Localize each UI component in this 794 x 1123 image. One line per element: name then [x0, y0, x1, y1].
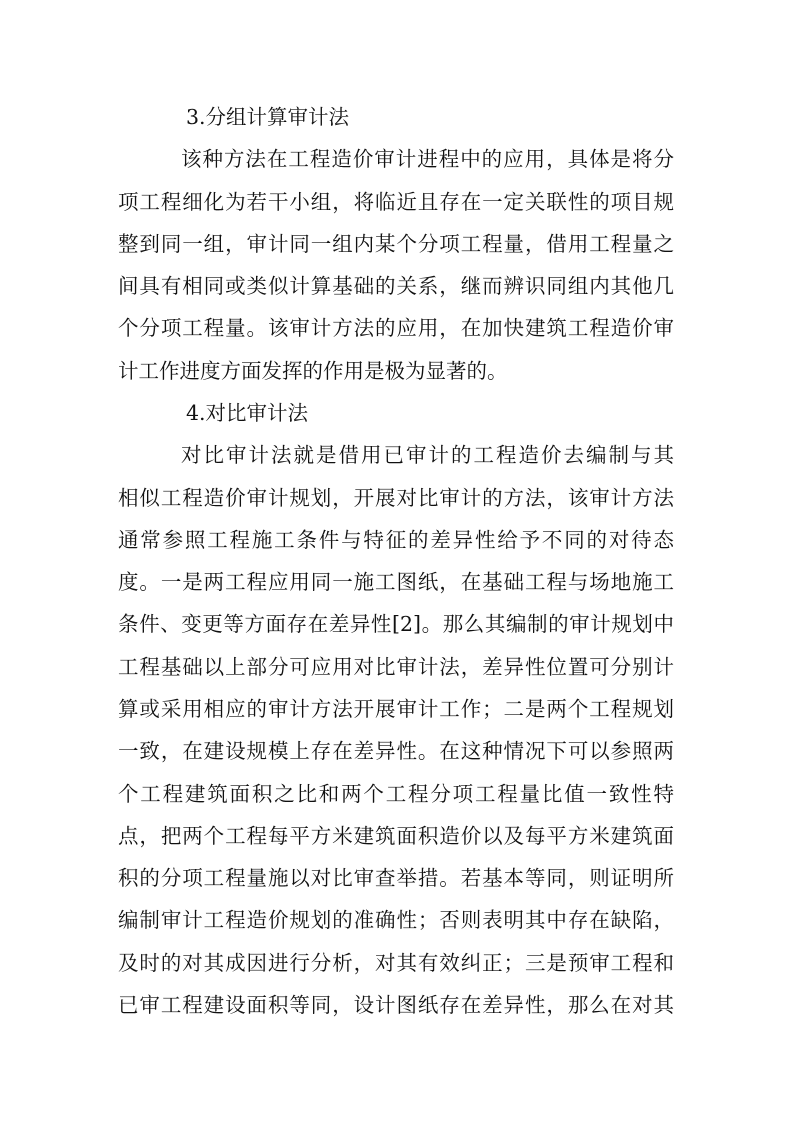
- paragraph-line: 一致，在建设规模上存在差异性。在这种情况下可以参照两: [118, 739, 674, 763]
- paragraph-line: 对比审计法就是借用已审计的工程造价去编制与其: [181, 443, 674, 467]
- paragraph-line: 整到同一组，审计同一组内某个分项工程量，借用工程量之: [118, 232, 674, 256]
- paragraph-line: 个工程建筑面积之比和两个工程分项工程量比值一致性特: [118, 782, 674, 806]
- paragraph-line: 编制审计工程造价规划的准确性；否则表明其中存在缺陷，: [118, 908, 674, 932]
- paragraph-line: 间具有相同或类似计算基础的关系，继而辨识同组内其他几: [118, 274, 674, 298]
- paragraph-line: 及时的对其成因进行分析，对其有效纠正；三是预审工程和: [118, 951, 674, 975]
- paragraph-line: 该种方法在工程造价审计进程中的应用，具体是将分: [181, 147, 674, 171]
- paragraph-line: 个分项工程量。该审计方法的应用，在加快建筑工程造价审: [118, 316, 674, 340]
- paragraph-line: 点，把两个工程每平方米建筑面积造价以及每平方米建筑面: [118, 824, 674, 848]
- section-3-heading: 3.分组计算审计法: [186, 105, 350, 129]
- paragraph-line: 通常参照工程施工条件与特征的差异性给予不同的对待态: [118, 528, 674, 552]
- paragraph-line: 计工作进度方面发挥的作用是极为显著的。: [118, 359, 508, 383]
- paragraph-line: 已审工程建设面积等同，设计图纸存在差异性，那么在对其: [118, 993, 674, 1017]
- section-4-heading: 4.对比审计法: [186, 401, 309, 425]
- paragraph-line: 工程基础以上部分可应用对比审计法，差异性位置可分别计: [118, 655, 674, 679]
- paragraph-line: 条件、变更等方面存在差异性[2]。那么其编制的审计规划中: [118, 612, 674, 636]
- paragraph-line: 算或采用相应的审计方法开展审计工作；二是两个工程规划: [118, 697, 674, 721]
- paragraph-line: 度。一是两工程应用同一施工图纸，在基础工程与场地施工: [118, 570, 674, 594]
- paragraph-line: 积的分项工程量施以对比审查举措。若基本等同，则证明所: [118, 866, 674, 890]
- paragraph-line: 项工程细化为若干小组，将临近且存在一定关联性的项目规: [118, 190, 674, 214]
- paragraph-line: 相似工程造价审计规划，开展对比审计的方法，该审计方法: [118, 486, 674, 510]
